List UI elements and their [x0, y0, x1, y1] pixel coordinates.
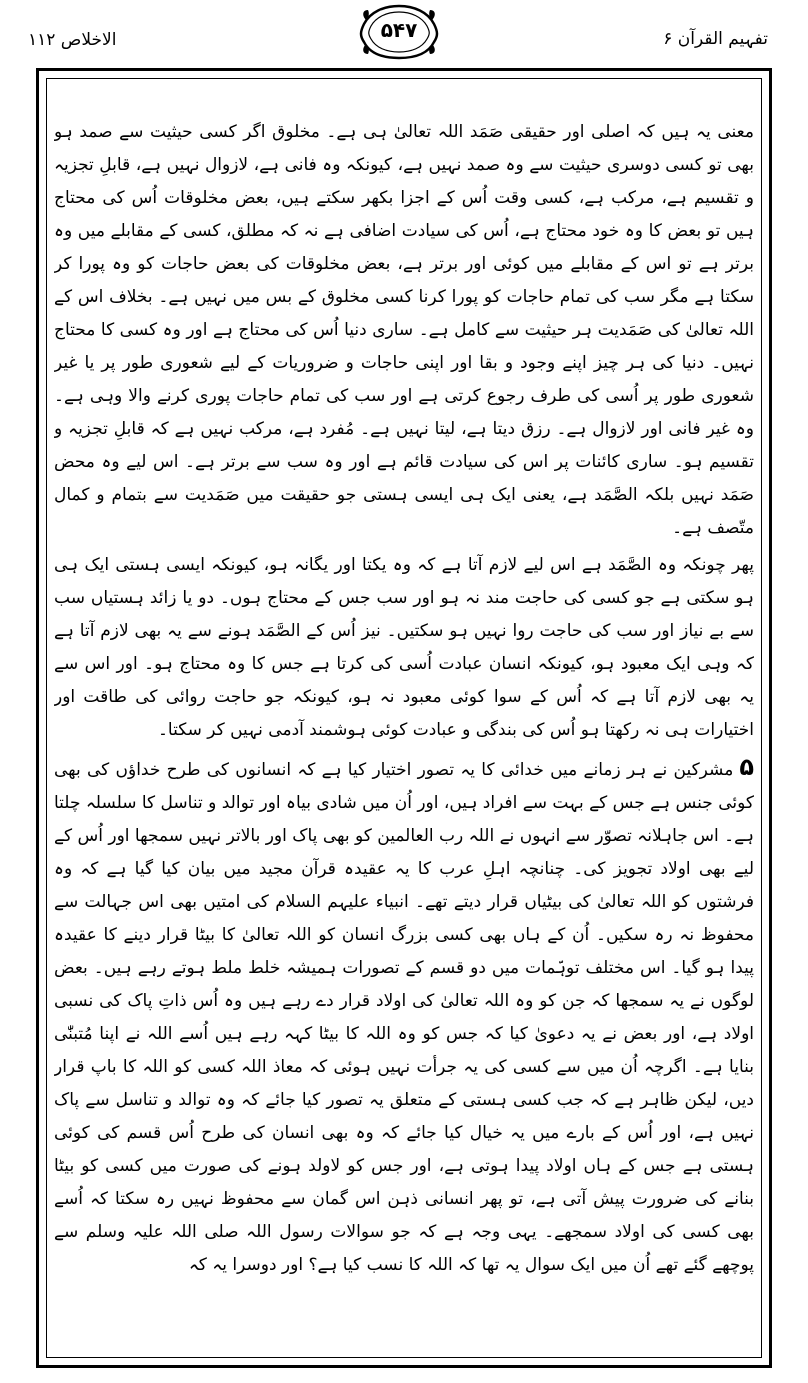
- surah-reference: الاخلاص ۱۱۲: [28, 30, 117, 50]
- page-header: [0, 0, 808, 68]
- book-title: تفہیم القرآن ۶: [663, 29, 768, 49]
- paragraph: پھر چونکہ وہ الصَّمَد ہے اس لیے لازم آتا ہے کہ وہ یکتا اور یگانہ ہو، کیونکہ ایسی ہستی ایک ہی ہو سکتی ہے جو کسی کی حاجت مند نہ ہو اور سب جس کے محتاج ہوں۔ دو یا زائد ہستیاں سب سے بے نیاز اور سب کی حاجت روا نہیں ہو سکتیں۔ نیز اُس کے الصَّمَد ہونے سے یہ بھی لازم آتا ہے کہ وہی ایک معبود ہو، کیونکہ انسان عبادت اُسی کی کرتا ہے جس کا وہ محتاج ہو۔ اور اس سے یہ بھی لازم آتا ہے کہ اُس کے سوا کوئی معبود نہ ہو، کیونکہ جو حاجت روائی کی طاقت اور اختیارات ہی نہ رکھتا ہو اُس کی بندگی و عبادت کوئی ہوشمند آدمی نہیں کر سکتا۔: [54, 555, 754, 740]
- paragraph: معنی یہ ہیں کہ اصلی اور حقیقی صَمَد اللہ تعالیٰ ہی ہے۔ مخلوق اگر کسی حیثیت سے صمد ہو بھی تو کسی دوسری حیثیت سے وہ صمد نہیں ہے، کیونکہ وہ فانی ہے، لازوال نہیں ہے، قابلِ تجزیہ و تقسیم ہے، مرکب ہے، کسی وقت اُس کے اجزا بکھر سکتے ہیں، بعض مخلوقات اُس کی محتاج ہیں تو بعض کا وہ خود محتاج ہے، اُس کی سیادت اضافی ہے نہ کہ مطلق، کسی کے مقابلے میں وہ برتر ہے تو اس کے مقابلے میں کوئی اور برتر ہے، بعض مخلوقات کی بعض حاجات کو وہ پورا کر سکتا ہے مگر سب کی تمام حاجات کو پورا کرنا کسی مخلوق کے بس میں نہیں ہے۔ بخلاف اس کے اللہ تعالیٰ کی صَمَدیت ہر حیثیت سے کامل ہے۔ ساری دنیا اُس کی محتاج ہے اور وہ کسی کا محتاج نہیں۔ دنیا کی ہر چیز اپنے وجود و بقا اور اپنی حاجات و ضروریات کے لیے شعوری طور پر یا غیر شعوری طور پر اُسی کی طرف رجوع کرتی ہے اور سب کی تمام حاجات پوری کرنے والا وہی ہے۔ وہ غیر فانی اور لازوال ہے۔ رزق دیتا ہے، لیتا نہیں ہے۔ مُفرد ہے، مرکب نہیں ہے کہ قابلِ تجزیہ و تقسیم ہو۔ ساری کائنات پر اس کی سیادت قائم ہے اور وہ سب سے برتر ہے۔ اس لیے وہ محض صَمَد نہیں بلکہ الصَّمَد ہے، یعنی ایک ہی ایسی ہستی جو حقیقت میں صَمَدیت سے بتمام و کمال متّصف ہے۔: [54, 122, 754, 538]
- footnote-paragraph: [54, 751, 754, 1282]
- footnote-marker: ۵: [739, 753, 754, 781]
- footnote-text: مشرکین نے ہر زمانے میں خدائی کا یہ تصور اختیار کیا ہے کہ انسانوں کی طرح خداؤں کی بھی کوئی جنس ہے جس کے بہت سے افراد ہیں، اور اُن میں شادی بیاہ اور توالد و تناسل کا سلسلہ چلتا ہے۔ اس جاہلانہ تصوّر سے انہوں نے اللہ رب العالمین کو بھی پاک اور بالاتر نہیں سمجھا اور اُس کے لیے بھی اولاد تجویز کی۔ چنانچہ اہلِ عرب کا یہ عقیدہ قرآن مجید میں بیان کیا گیا ہے کہ وہ فرشتوں کو اللہ تعالیٰ کی بیٹیاں قرار دیتے تھے۔ انبیاء علیہم السلام کی امتیں بھی اس جہالت سے محفوظ نہ رہ سکیں۔ اُن کے ہاں بھی کسی بزرگ انسان کو اللہ تعالیٰ کا بیٹا قرار دینے کا عقیدہ پیدا ہو گیا۔ اس مختلف توہّمات میں دو قسم کے تصورات ہمیشہ خلط ملط ہوتے رہے ہیں۔ بعض لوگوں نے یہ سمجھا کہ جن کو وہ اللہ تعالیٰ کی اولاد قرار دے رہے ہیں وہ اُس ذاتِ پاک کی نسبی اولاد ہے، اور بعض نے یہ دعویٰ کیا کہ جس کو وہ اللہ کا بیٹا کہہ رہے ہیں اُسے اللہ نے اپنا مُتبنّٰی بنایا ہے۔ اگرچہ اُن میں سے کسی کی یہ جرأت نہیں ہوئی کہ معاذ اللہ کسی کو اللہ کا باپ قرار دیں، لیکن ظاہر ہے کہ جب کسی ہستی کے متعلق یہ تصور کیا جائے کہ وہ توالد و تناسل سے پاک نہیں ہے، اور اُس کے بارے میں یہ خیال کیا جائے کہ وہ بھی انسان کی طرح اُس قسم کی کوئی ہستی ہے جس کے ہاں اولاد پیدا ہوتی ہے، اور جس کو لاولد ہونے کی صورت میں کسی کو بیٹا بنانے کی ضرورت پیش آتی ہے، تو پھر انسانی ذہن اس گمان سے محفوظ نہیں رہ سکتا کہ اُسے بھی کسی کی اولاد سمجھے۔ یہی وجہ ہے کہ جو سوالات رسول اللہ صلی اللہ علیہ وسلم سے پوچھے گئے تھے اُن میں ایک سوال یہ تھا کہ اللہ کا نسب کیا ہے؟ اور دوسرا یہ کہ: [54, 760, 754, 1275]
- page-number-badge: [358, 2, 440, 62]
- main-text: [54, 116, 754, 1356]
- page-number: ۵۴۷: [380, 18, 418, 42]
